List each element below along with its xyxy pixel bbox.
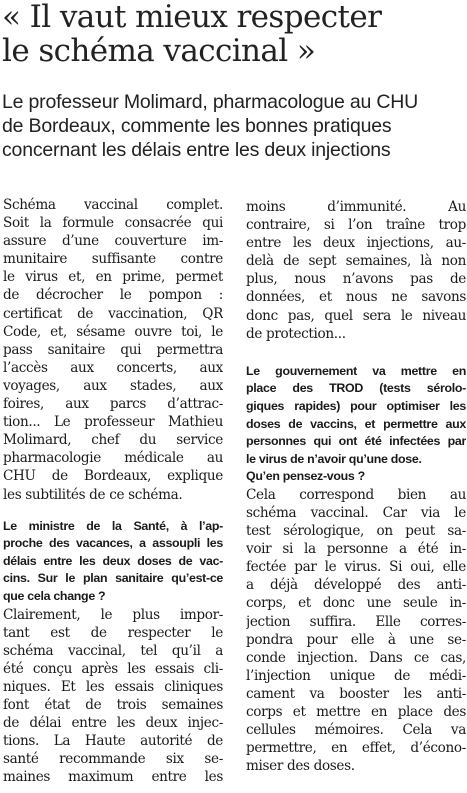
body-line: fectée par le virus. Si oui, elle (246, 559, 466, 576)
deck-line: Le professeur Molimard, pharmacologue au CHU (2, 91, 419, 113)
body-line: tant est de respecter le (3, 624, 223, 641)
body-line: Cela correspond bien au (246, 486, 466, 503)
question-line: Le gouvernement va mettre en (246, 363, 466, 378)
body-line: conde injection. Dans ce cas, (246, 649, 466, 666)
question-line: Le ministre de la Santé, à l’ap- (3, 518, 223, 533)
question-line: personnes qui ont été infectées par (246, 434, 466, 449)
question-line: giques rapides) pour optimiser les (246, 398, 466, 413)
body-line: contraire, si l’on traîne trop (246, 217, 466, 234)
headline-line: le schéma vaccinal » (2, 33, 316, 69)
body-line: miser des doses. (246, 758, 355, 775)
interview-answer (246, 486, 466, 776)
deck-line: de Bordeaux, commente les bonnes pratiques (2, 115, 392, 137)
body-line: tions. La Haute autorité de (3, 733, 223, 750)
body-line: de protection... (246, 325, 346, 342)
body-line: les subtilités de ce schéma. (3, 486, 183, 503)
body-line: Code, et, sésame ouvre toi, le (3, 323, 223, 340)
paragraph-gap (3, 504, 223, 518)
body-line: pass sanitaire qui permettra (3, 341, 223, 358)
body-line: l’injection unique de médi- (246, 667, 466, 684)
body-line: été conçu après les essais cli- (3, 660, 223, 677)
question-line: cins. Sur le plan sanitaire qu’est-ce (3, 571, 223, 586)
body-line: le virus et, en prime, permet (3, 269, 223, 286)
body-line: assure d’une couverture im- (3, 233, 223, 250)
question-line: que cela change ? (3, 588, 106, 603)
right-column (246, 198, 466, 775)
body-line: corps, et donc une seule in- (246, 595, 466, 612)
body-line: pharmacologie médicale au (3, 450, 223, 467)
body-line: cament va booster les anti- (246, 685, 466, 702)
body-line: entre les deux injections, au- (246, 235, 466, 252)
body-line: moins d’immunité. Au (246, 199, 466, 215)
body-line: CHU de Bordeaux, explique (3, 468, 223, 485)
left-column (3, 196, 223, 787)
body-line: tion... Le professeur Mathieu (3, 414, 223, 431)
body-line: donc pas, quel sera le niveau (246, 307, 466, 324)
body-line: voyages, aux stades, aux (3, 377, 223, 394)
body-line: pondra pour elle à une se- (246, 631, 466, 648)
interview-question (3, 518, 223, 606)
deck-line: concernant les délais entre les deux injections (2, 139, 391, 161)
interview-answer (3, 606, 223, 787)
body-line: schéma vaccinal, tel qu’il a (3, 642, 223, 659)
question-line: doses de vaccins, et permettre aux (246, 416, 466, 431)
body-line: santé recommande six se- (3, 751, 223, 768)
body-line: données, et nous ne savons (246, 289, 466, 306)
question-line: le virus de n’avoir qu’une dose. (246, 451, 422, 466)
body-line: cellules mémoires. Cela va (246, 722, 466, 739)
body-line: foires, aux parcs d’attrac- (3, 396, 223, 413)
body-line: delà de sept semaines, là non (246, 253, 466, 270)
question-line: proche des vacances, a assoupli les (3, 536, 223, 551)
intro-paragraph (3, 196, 223, 504)
question-line: Qu’en pensez-vous ? (246, 469, 365, 484)
body-line: corps et mettre en place des (246, 704, 466, 721)
question-line: place des TROD (tests sérolo- (246, 381, 466, 396)
body-line: test sérologique, on peut sa- (246, 523, 466, 540)
body-line: font état de trois semaines (3, 697, 223, 714)
body-line: de délai entre les deux injec- (3, 715, 223, 732)
body-line: a déjà développé des anti- (246, 577, 466, 594)
headline-line: « Il vaut mieux respecter (2, 0, 382, 35)
article-headline (2, 0, 464, 68)
body-line: certificat de vaccination, QR (3, 305, 223, 322)
body-line: Schéma vaccinal complet. (3, 197, 223, 213)
body-line: de décrocher le pompon : (3, 287, 223, 304)
body-line: munitaire suffisante contre (3, 251, 223, 268)
body-line: permettre, en effet, d’écono- (246, 740, 466, 757)
body-line: jection suffira. Elle corres- (246, 613, 466, 630)
body-line: l’accès aux concerts, aux (3, 359, 223, 376)
article-deck (2, 90, 464, 162)
interview-question (246, 363, 466, 486)
answer-continued (246, 198, 466, 343)
question-line: délais entre les deux doses de vac- (3, 553, 223, 568)
body-line: maines maximum entre les (3, 769, 223, 786)
body-line: Molimard, chef du service (3, 432, 223, 449)
body-line: schéma vaccinal. Car via le (246, 505, 466, 521)
body-line: voir si la personne a été in- (246, 541, 466, 558)
paragraph-gap (246, 343, 466, 363)
body-line: Clairement, le plus impor- (3, 606, 223, 623)
body-line: niques. Et les essais cliniques (3, 678, 223, 695)
body-line: Soit la formule consacrée qui (3, 215, 223, 232)
body-line: plus, nous n’avons pas de (246, 271, 466, 288)
